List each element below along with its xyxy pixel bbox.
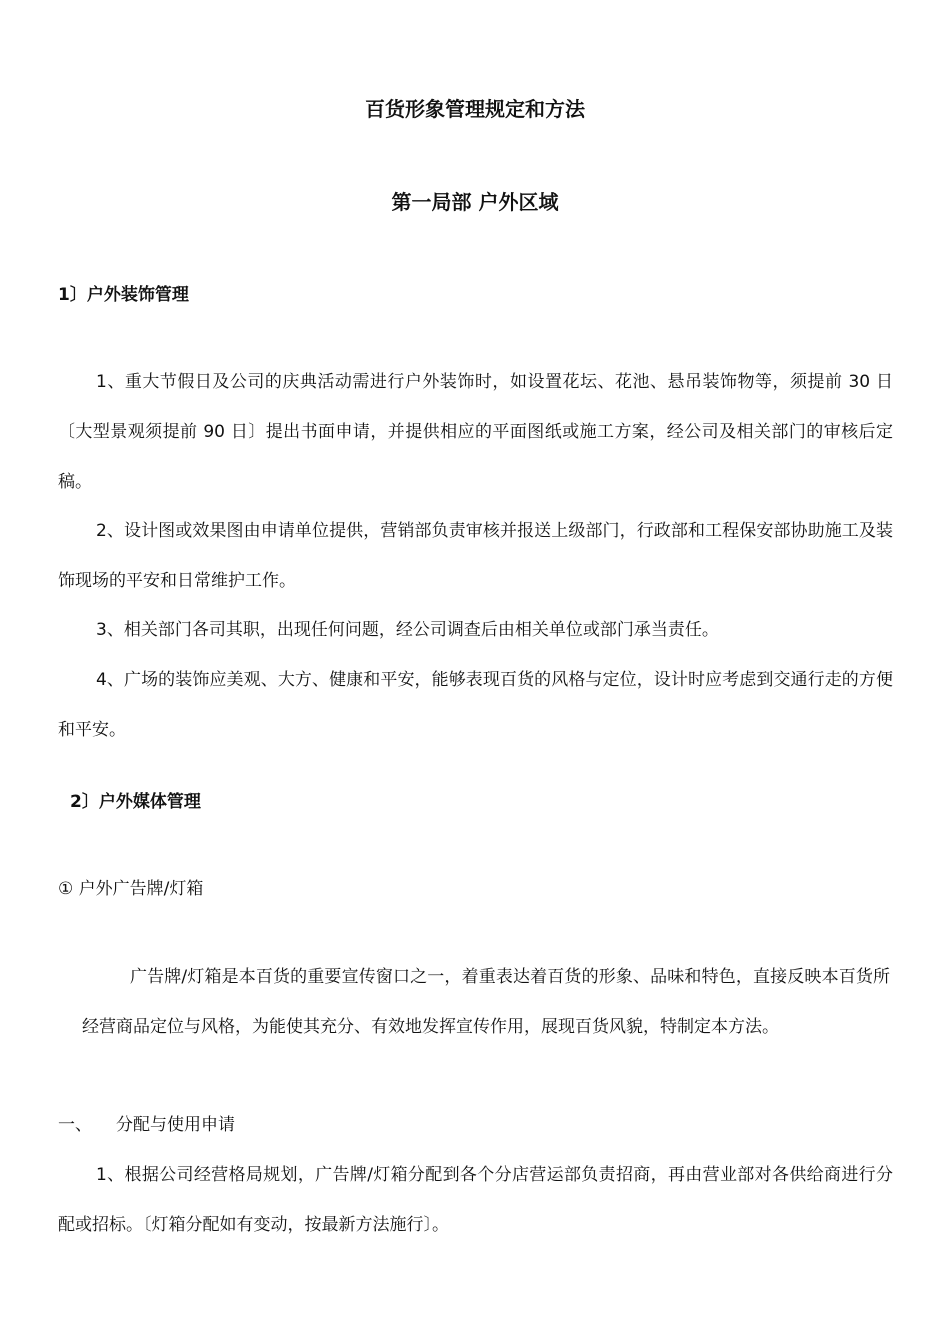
paragraph-2: 2、设计图或效果图由申请单位提供，营销部负责审核并报送上级部门，行政部和工程保安部协助施工及装饰现场的平安和日常维护工作。 <box>58 521 893 591</box>
numbered-section-line <box>58 1112 235 1138</box>
document-title: 百货形象管理规定和方法 <box>365 97 585 121</box>
billboard-intro-paragraph: 广告牌/灯箱是本百货的重要宣传窗口之一，着重表达着百货的形象、品味和特色，直接反映本百货所经营商品定位与风格，为能使其充分、有效地发挥宣传作用，展现百货风貌，特制定本方法。 <box>82 967 890 1037</box>
paragraph-3: 3、相关部门各司其职，出现任何问题，经公司调查后由相关单位或部门承当责任。 <box>96 620 719 640</box>
allocation-paragraph: 1、根据公司经营格局规划，广告牌/灯箱分配到各个分店营运部负责招商，再由营业部对各供给商进行分配或招标。〔灯箱分配如有变动，按最新方法施行〕。 <box>58 1165 893 1235</box>
paragraph-1: 1、重大节假日及公司的庆典活动需进行户外装饰时，如设置花坛、花池、悬吊装饰物等，须提前 30 日〔大型景观须提前 90 日〕提出书面申请，并提供相应的平面图纸或施工方案，经公司及相关部门的审核后定稿。 <box>58 372 893 492</box>
subheading-billboard: ① 户外广告牌/灯箱 <box>58 879 204 899</box>
section-title: 分配与使用申请 <box>116 1115 235 1135</box>
section-heading-outdoor-decoration: 1〕户外装饰管理 <box>58 285 189 305</box>
part-title: 第一局部 户外区域 <box>391 190 559 214</box>
section-heading-outdoor-media: 2〕户外媒体管理 <box>70 792 201 812</box>
paragraph-4: 4、广场的装饰应美观、大方、健康和平安，能够表现百货的风格与定位，设计时应考虑到交通行走的方便和平安。 <box>58 670 893 740</box>
section-number: 一、 <box>58 1115 92 1135</box>
